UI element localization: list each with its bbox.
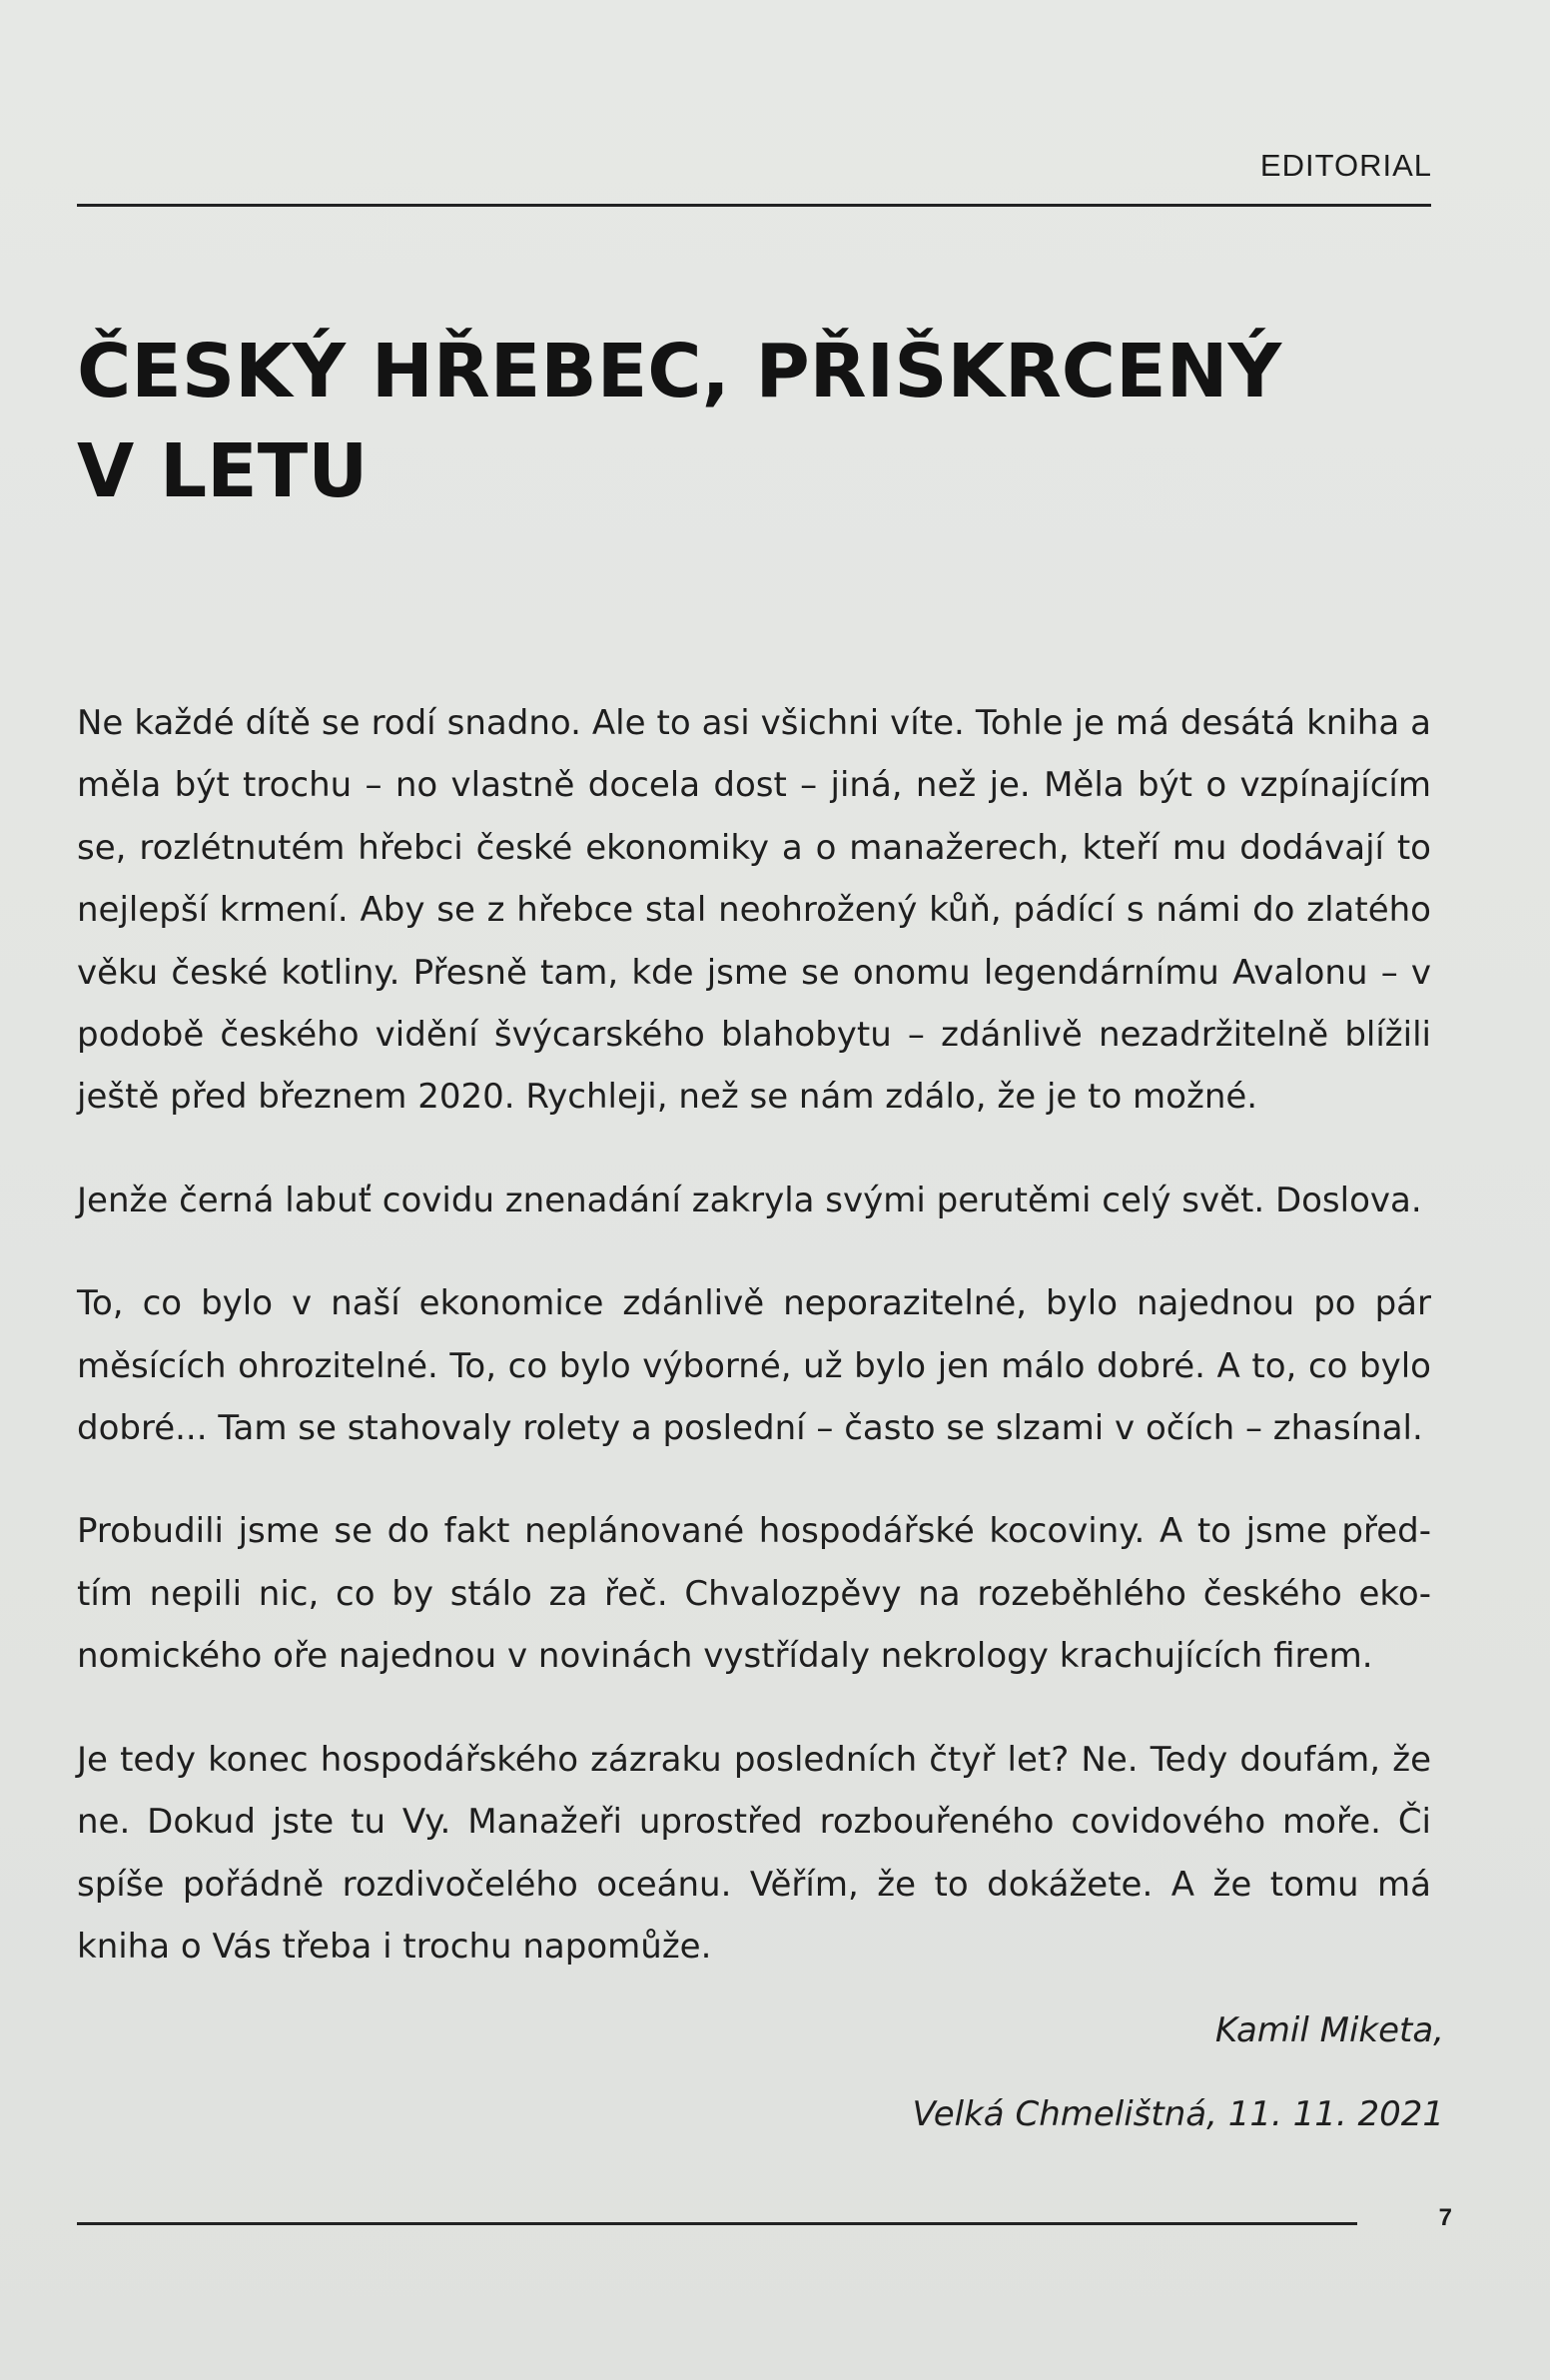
paragraph-1: Ne každé dítě se rodí snadno. Ale to asi všichni víte. Tohle je má desátá kniha a měla být trochu – no vlastně docela dost – jiná, než je. Měla být o vzpínajícím se, rozlétnutém hřebci české ekonomiky a o manažerech, kteří mu dodávají to nejlepší krmení. Aby se z hřebce stal neohrožený kůň, pádící s námi do zlatého věku české kotliny. Přesně tam, kde jsme se onomu legendárnímu Avalonu – v podobě českého vidění švýcarského blahobytu – zdánlivě nezadržitelně blížili ještě před březnem 2020. Rychleji, než se nám zdálo, že je to možné. xyxy=(77,703,1431,1118)
article-title xyxy=(77,322,1455,521)
paragraph-3: To, co bylo v naší ekonomice zdánlivě neporazitelné, bylo najednou po pár měsících ohrozitelné. To, co bylo výborné, už bylo jen málo dobré. A to, co bylo dobré... Tam se stahovaly rolety a poslední – často se slzami v očích – zhasínal. xyxy=(77,1283,1431,1449)
page-number: 7 xyxy=(1438,2204,1452,2231)
paragraph-2: Jenže černá labuť covidu znenadání zakryla svými perutěmi celý svět. Doslova. xyxy=(77,1180,1422,1220)
signature-author: Kamil Miketa, xyxy=(1214,2010,1444,2050)
footer-rule xyxy=(77,2222,1357,2225)
section-label: EDITORIAL xyxy=(1259,148,1432,183)
article-title-line-2: V LETU xyxy=(77,428,369,514)
paragraph-4: Probudili jsme se do fakt neplánované hospodářské kocoviny. A to jsme předtím nepili nic, co by stálo za řeč. Chvalozpěvy na rozeběhlého českého ekonomického oře najednou v novinách vystřídaly nekrology krachujících firem. xyxy=(77,1511,1431,1677)
article-title-line-1: ČESKÝ HŘEBEC, PŘIŠKRCENÝ xyxy=(77,329,1282,414)
paragraph-5: Je tedy konec hospodářského zázraku posledních čtyř let? Ne. Tedy doufám, že ne. Dokud jste tu Vy. Manažeři uprostřed rozbouřeného covidového moře. Či spíše pořádně rozdivočelého oceánu. Věřím, že to dokážete. A že tomu má kniha o Vás třeba i trochu napomůže. xyxy=(77,1739,1431,1967)
header-rule xyxy=(77,204,1431,207)
signature xyxy=(912,1988,1444,2156)
article-body xyxy=(77,692,1431,2018)
signature-place-date: Velká Chmelištná, 11. 11. 2021 xyxy=(912,2094,1444,2134)
